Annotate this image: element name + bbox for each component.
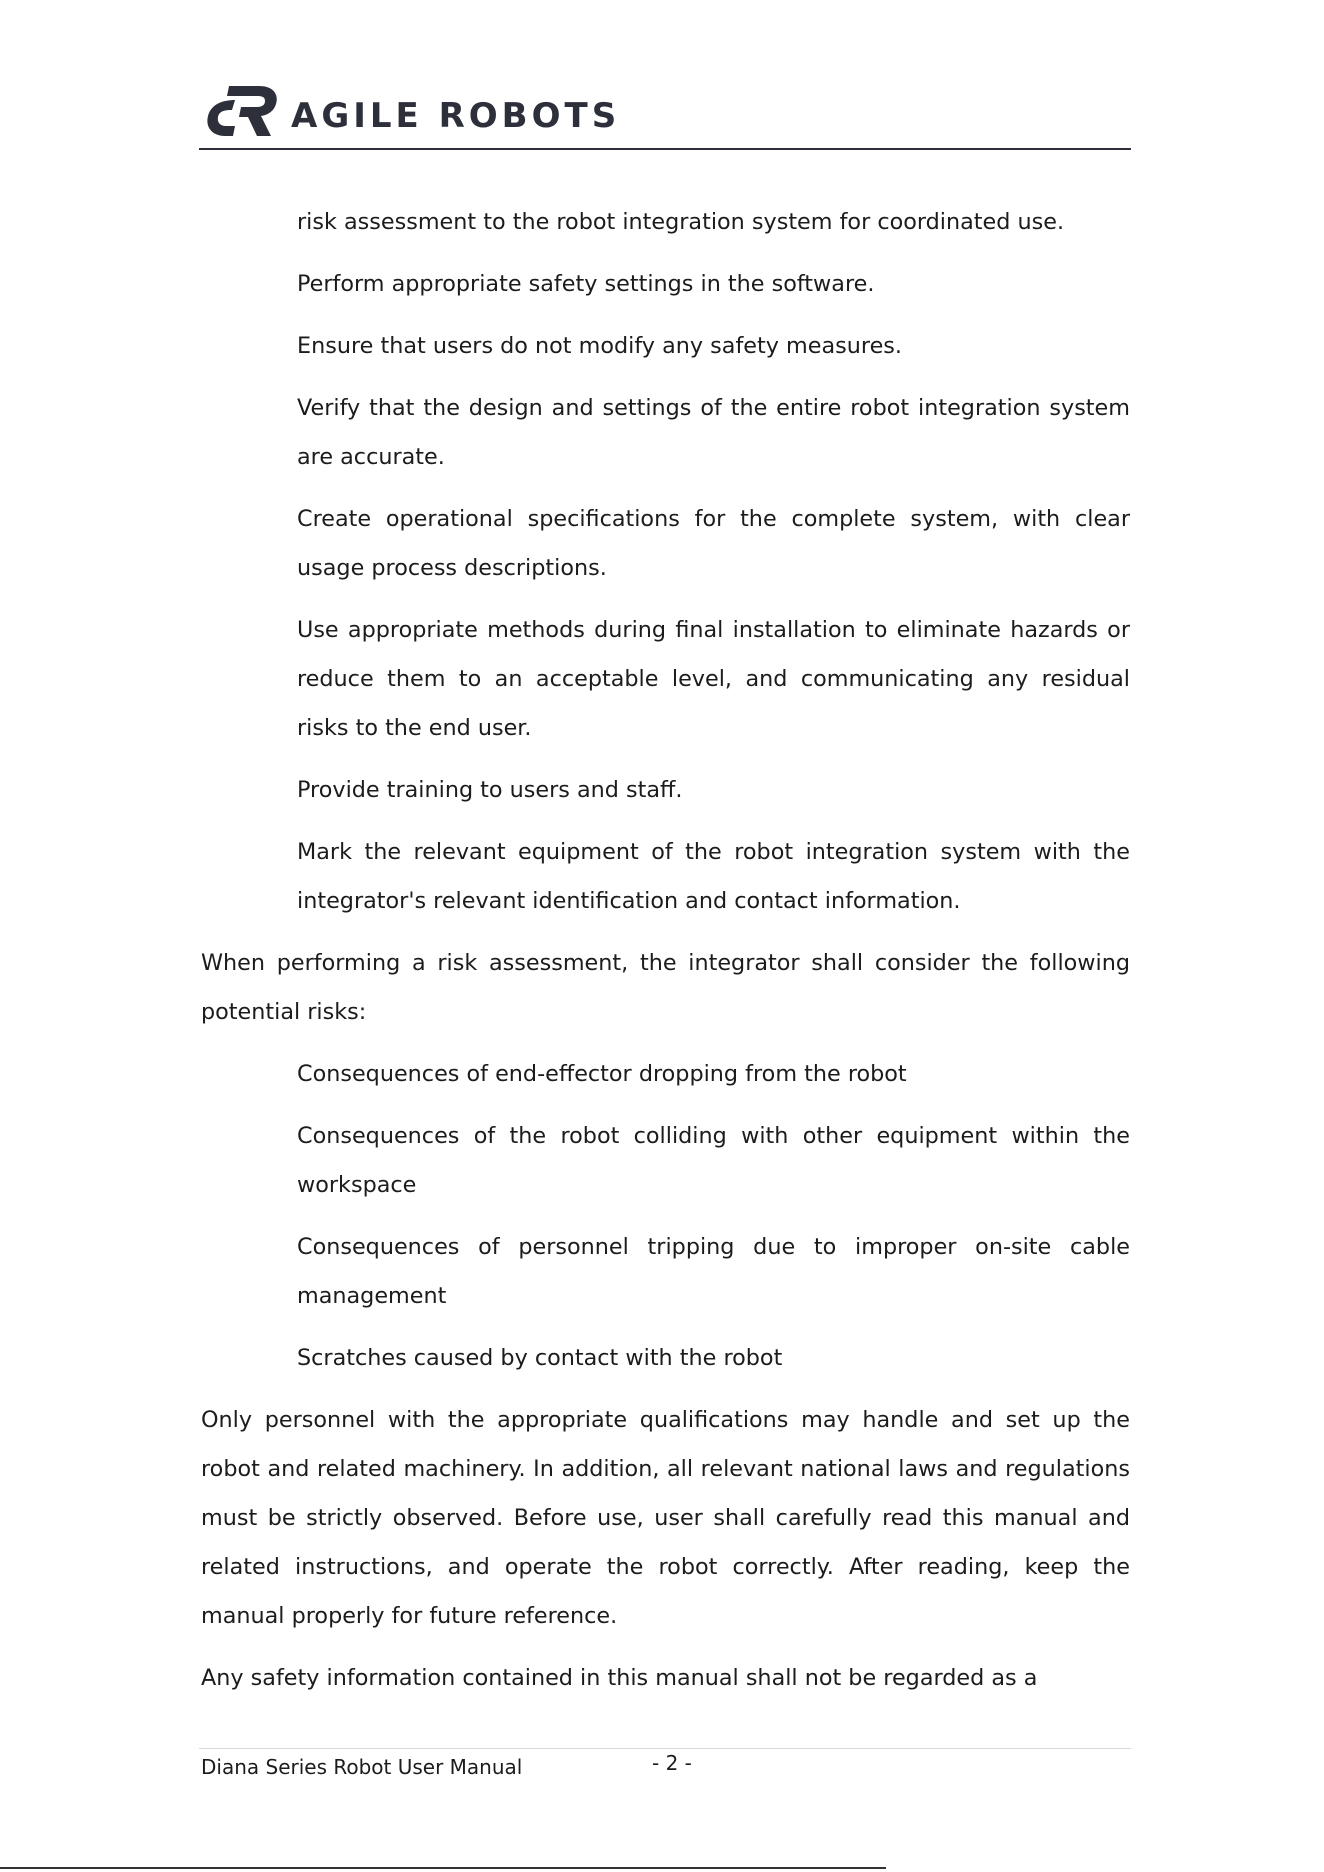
brand-name: AGILE ROBOTS (291, 96, 621, 136)
paragraph: Verify that the design and settings of the entire robot integration system are accurate. (297, 395, 1130, 470)
paragraph: Create operational specifications for the complete system, with clear usage process descriptions. (297, 506, 1130, 581)
paragraph: Consequences of personnel tripping due to improper on-site cable management (297, 1234, 1130, 1309)
paragraph: risk assessment to the robot integration system for coordinated use. (297, 209, 1065, 235)
paragraph: When performing a risk assessment, the integrator shall consider the following potential risks: (201, 950, 1130, 1025)
paragraph: Perform appropriate safety settings in the software. (297, 271, 875, 297)
footer-title: Diana Series Robot User Manual (201, 1755, 523, 1779)
paragraph: Consequences of end-effector dropping from the robot (297, 1061, 907, 1087)
footer-divider (199, 1748, 1131, 1749)
agile-robots-logo-icon (199, 80, 279, 142)
paragraph: Provide training to users and staff. (297, 777, 683, 803)
paragraph: Consequences of the robot colliding with other equipment within the workspace (297, 1123, 1130, 1198)
paragraph: Only personnel with the appropriate qualifications may handle and set up the robot and related machinery. In addition, all relevant national laws and regulations must be strictly observed. Before use, user shall carefully read this manual and related instructions, and operate the robot correctly. After reading, keep the manual properly for future reference. (201, 1407, 1130, 1629)
page-edge-line (0, 1867, 886, 1869)
paragraph: Any safety information contained in this manual shall not be regarded as a (201, 1665, 1038, 1691)
body-text (201, 198, 1130, 1716)
paragraph: Ensure that users do not modify any safety measures. (297, 333, 902, 359)
page-number: - 2 - (652, 1751, 692, 1775)
paragraph: Use appropriate methods during final installation to eliminate hazards or reduce them to an acceptable level, and communicating any residual risks to the end user. (297, 617, 1130, 741)
paragraph: Mark the relevant equipment of the robot integration system with the integrator's relevant identification and contact information. (297, 839, 1130, 914)
page-header (199, 74, 1131, 150)
paragraph: Scratches caused by contact with the robot (297, 1345, 783, 1371)
